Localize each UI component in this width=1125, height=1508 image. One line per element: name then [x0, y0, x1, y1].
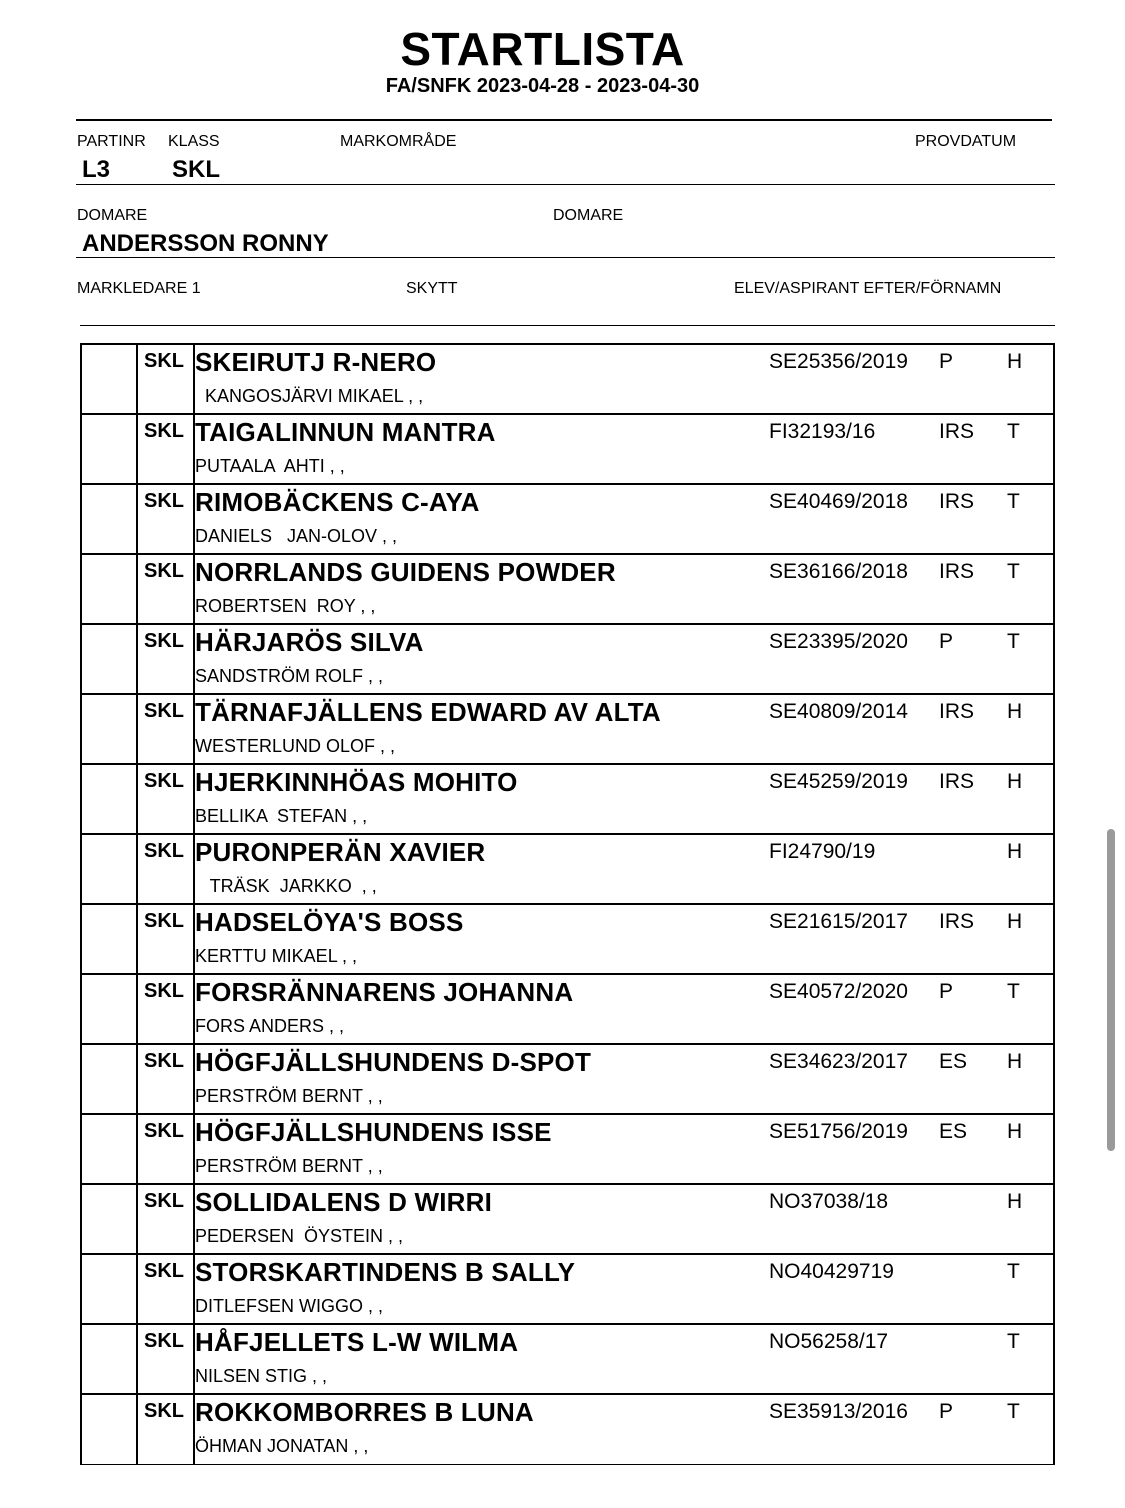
handler-name: PUTAALA AHTI , ,: [195, 456, 345, 476]
scrollbar-thumb[interactable]: [1107, 829, 1115, 1151]
breed-code: IRS: [939, 910, 975, 933]
page-title: STARTLISTA: [400, 23, 685, 75]
provdatum-label: PROVDATUM: [915, 133, 1017, 150]
elev-label: ELEV/ASPIRANT EFTER/FÖRNAMN: [734, 280, 1002, 297]
sex-code: T: [1007, 1260, 1020, 1283]
registration-number: SE21615/2017: [769, 910, 908, 933]
sex-code: H: [1007, 770, 1023, 793]
handler-name: TRÄSK JARKKO , ,: [195, 876, 377, 896]
table-row: [82, 695, 1053, 765]
registration-number: SE35913/2016: [769, 1400, 908, 1423]
class-cell: SKL: [144, 1120, 184, 1142]
class-cell: SKL: [144, 700, 184, 722]
dog-name: FORSRÄNNARENS JOHANNA: [195, 977, 574, 1007]
handler-name: PERSTRÖM BERNT , ,: [195, 1086, 383, 1106]
breed-code: P: [939, 980, 954, 1003]
domare2-label: DOMARE: [553, 207, 624, 224]
dog-name: NORRLANDS GUIDENS POWDER: [195, 557, 616, 587]
table-row: [82, 625, 1053, 695]
breed-code: P: [939, 1400, 954, 1423]
handler-name: ÖHMAN JONATAN , ,: [195, 1436, 369, 1456]
sex-code: H: [1007, 1050, 1023, 1073]
handler-name: NILSEN STIG , ,: [195, 1366, 328, 1386]
dog-name: HÅFJELLETS L-W WILMA: [195, 1327, 519, 1357]
table-row: [82, 1185, 1053, 1255]
registration-number: SE45259/2019: [769, 770, 908, 793]
class-cell: SKL: [144, 1260, 184, 1282]
class-cell: SKL: [144, 560, 184, 582]
meta-divider-2: [76, 257, 1055, 258]
registration-number: NO56258/17: [769, 1330, 889, 1353]
class-cell: SKL: [144, 770, 184, 792]
sex-code: H: [1007, 1120, 1023, 1143]
klass-value: SKL: [172, 156, 220, 183]
table-row: [82, 1045, 1053, 1115]
class-cell: SKL: [144, 630, 184, 652]
class-cell: SKL: [144, 980, 184, 1002]
registration-number: SE40809/2014: [769, 700, 908, 723]
breed-code: P: [939, 350, 954, 373]
dog-name: HJERKINNHÖAS MOHITO: [195, 767, 518, 797]
registration-number: NO40429719: [769, 1260, 894, 1283]
table-row: [82, 835, 1053, 905]
sex-code: T: [1007, 560, 1020, 583]
markledare-label: MARKLEDARE 1: [77, 280, 201, 297]
table-row: [82, 1325, 1053, 1395]
partinr-value: L3: [82, 156, 111, 183]
table-row: [82, 1395, 1053, 1464]
markomrade-label: MARKOMRÅDE: [340, 133, 457, 150]
registration-number: SE40572/2020: [769, 980, 908, 1003]
registration-number: SE25356/2019: [769, 350, 908, 373]
handler-name: SANDSTRÖM ROLF , ,: [195, 666, 384, 686]
klass-label: KLASS: [168, 133, 220, 150]
breed-code: IRS: [939, 560, 975, 583]
sex-code: T: [1007, 630, 1020, 653]
registration-number: SE40469/2018: [769, 490, 908, 513]
handler-name: KERTTU MIKAEL , ,: [195, 946, 358, 966]
sex-code: T: [1007, 1400, 1020, 1423]
handler-name: KANGOSJÄRVI MIKAEL , ,: [195, 386, 424, 406]
table-row: [82, 415, 1053, 485]
table-row: [82, 1115, 1053, 1185]
handler-name: PEDERSEN ÖYSTEIN , ,: [195, 1226, 404, 1246]
class-cell: SKL: [144, 1400, 184, 1422]
class-cell: SKL: [144, 490, 184, 512]
table-row: [82, 555, 1053, 625]
table-row: [82, 1255, 1053, 1325]
class-cell: SKL: [144, 910, 184, 932]
table-row: [82, 975, 1053, 1045]
class-cell: SKL: [144, 1330, 184, 1352]
breed-code: ES: [939, 1120, 968, 1143]
domare1-label: DOMARE: [77, 207, 148, 224]
page-subtitle: FA/SNFK 2023-04-28 - 2023-04-30: [385, 75, 700, 97]
sex-code: H: [1007, 700, 1023, 723]
sex-code: T: [1007, 980, 1020, 1003]
table-row: [82, 765, 1053, 835]
class-cell: SKL: [144, 1050, 184, 1072]
dog-name: ROKKOMBORRES B LUNA: [195, 1397, 534, 1427]
dog-name: RIMOBÄCKENS C-AYA: [195, 487, 480, 517]
dog-name: HÖGFJÄLLSHUNDENS D-SPOT: [195, 1047, 592, 1077]
registration-number: SE34623/2017: [769, 1050, 908, 1073]
dog-name: HÄRJARÖS SILVA: [195, 627, 424, 657]
handler-name: DITLEFSEN WIGGO , ,: [195, 1296, 384, 1316]
table-row: [82, 905, 1053, 975]
dog-name: HADSELÖYA'S BOSS: [195, 907, 464, 937]
class-cell: SKL: [144, 350, 184, 372]
breed-code: IRS: [939, 420, 975, 443]
sex-code: H: [1007, 840, 1023, 863]
registration-number: FI32193/16: [769, 420, 876, 443]
table-row: [82, 345, 1053, 415]
breed-code: IRS: [939, 770, 975, 793]
handler-name: ROBERTSEN ROY , ,: [195, 596, 376, 616]
registration-number: NO37038/18: [769, 1190, 889, 1213]
meta-divider-3: [80, 325, 1055, 326]
breed-code: IRS: [939, 700, 975, 723]
dog-name: STORSKARTINDENS B SALLY: [195, 1257, 576, 1287]
handler-name: WESTERLUND OLOF , ,: [195, 736, 396, 756]
dog-name: PURONPERÄN XAVIER: [195, 837, 486, 867]
class-cell: SKL: [144, 420, 184, 442]
sex-code: T: [1007, 1330, 1020, 1353]
dog-name: SOLLIDALENS D WIRRI: [195, 1187, 493, 1217]
handler-name: PERSTRÖM BERNT , ,: [195, 1156, 383, 1176]
breed-code: IRS: [939, 490, 975, 513]
header-divider: [76, 119, 1052, 121]
sex-code: H: [1007, 350, 1023, 373]
partinr-label: PARTINR: [77, 133, 146, 150]
sex-code: T: [1007, 420, 1020, 443]
sex-code: H: [1007, 1190, 1023, 1213]
handler-name: FORS ANDERS , ,: [195, 1016, 345, 1036]
class-cell: SKL: [144, 1190, 184, 1212]
skytt-label: SKYTT: [406, 280, 458, 297]
handler-name: BELLIKA STEFAN , ,: [195, 806, 368, 826]
startlist-table: [80, 343, 1055, 1465]
meta-divider-1: [76, 184, 1055, 185]
dog-name: SKEIRUTJ R-NERO: [195, 347, 437, 377]
breed-code: P: [939, 630, 954, 653]
table-row: [82, 485, 1053, 555]
dog-name: TÄRNAFJÄLLENS EDWARD AV ALTA: [195, 697, 661, 727]
registration-number: FI24790/19: [769, 840, 876, 863]
registration-number: SE36166/2018: [769, 560, 908, 583]
sex-code: H: [1007, 910, 1023, 933]
sex-code: T: [1007, 490, 1020, 513]
domare1-value: ANDERSSON RONNY: [82, 230, 329, 257]
registration-number: SE51756/2019: [769, 1120, 908, 1143]
dog-name: TAIGALINNUN MANTRA: [195, 417, 496, 447]
class-cell: SKL: [144, 840, 184, 862]
dog-name: HÖGFJÄLLSHUNDENS ISSE: [195, 1117, 552, 1147]
registration-number: SE23395/2020: [769, 630, 908, 653]
breed-code: ES: [939, 1050, 968, 1073]
handler-name: DANIELS JAN-OLOV , ,: [195, 526, 398, 546]
